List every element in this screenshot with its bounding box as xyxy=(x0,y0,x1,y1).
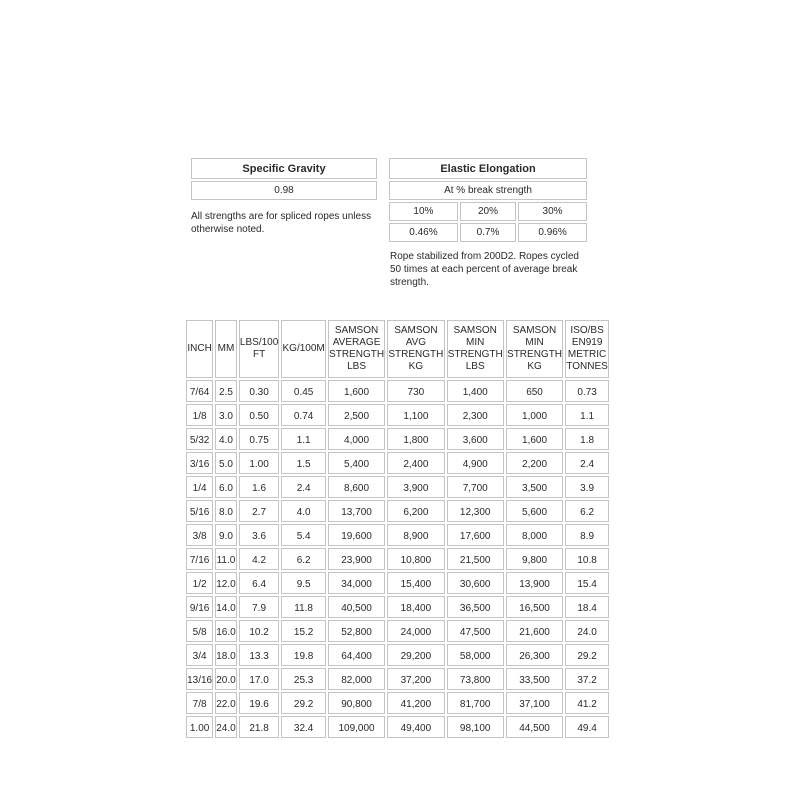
table-cell: 23,900 xyxy=(328,548,385,570)
table-cell: 9/16 xyxy=(186,596,213,618)
percent-value: 0.46% xyxy=(389,223,458,242)
table-cell: 47,500 xyxy=(447,620,504,642)
elastic-elongation-header: Elastic Elongation xyxy=(389,158,587,179)
elastic-elongation-table xyxy=(387,156,589,244)
table-cell: 1.8 xyxy=(565,428,609,450)
table-cell: 1,600 xyxy=(328,380,385,402)
table-cell: 2,500 xyxy=(328,404,385,426)
table-cell: 7/8 xyxy=(186,692,213,714)
table-cell: 37.2 xyxy=(565,668,609,690)
table-cell: 15.2 xyxy=(281,620,326,642)
table-cell: 24.0 xyxy=(215,716,237,738)
table-cell: 9.5 xyxy=(281,572,326,594)
table-cell: 30,600 xyxy=(447,572,504,594)
table-cell: 19.8 xyxy=(281,644,326,666)
table-cell: 9,800 xyxy=(506,548,563,570)
table-cell: 4,000 xyxy=(328,428,385,450)
table-cell: 0.74 xyxy=(281,404,326,426)
table-cell: 8.0 xyxy=(215,500,237,522)
table-cell: 25.3 xyxy=(281,668,326,690)
table-cell: 1,800 xyxy=(387,428,444,450)
table-cell: 8.9 xyxy=(565,524,609,546)
table-row xyxy=(186,572,609,594)
table-cell: 44,500 xyxy=(506,716,563,738)
table-cell: 49.4 xyxy=(565,716,609,738)
table-cell: 20.0 xyxy=(215,668,237,690)
table-cell: 37,100 xyxy=(506,692,563,714)
table-cell: 6.2 xyxy=(565,500,609,522)
table-cell: 7,700 xyxy=(447,476,504,498)
table-cell: 41,200 xyxy=(387,692,444,714)
specific-gravity-table xyxy=(189,156,379,202)
table-cell: 41.2 xyxy=(565,692,609,714)
table-cell: 26,300 xyxy=(506,644,563,666)
table-cell: 5/16 xyxy=(186,500,213,522)
table-cell: 5/32 xyxy=(186,428,213,450)
column-header: KG/100M xyxy=(281,320,326,378)
table-cell: 0.50 xyxy=(239,404,280,426)
table-row xyxy=(186,380,609,402)
table-cell: 58,000 xyxy=(447,644,504,666)
table-cell: 3.9 xyxy=(565,476,609,498)
table-cell: 0.73 xyxy=(565,380,609,402)
percent-label: 30% xyxy=(518,202,587,221)
table-cell: 36,500 xyxy=(447,596,504,618)
table-cell: 21,500 xyxy=(447,548,504,570)
table-cell: 6.0 xyxy=(215,476,237,498)
elongation-note: Rope stabilized from 200D2. Ropes cycled 50 times at each percent of average break strength. xyxy=(390,251,579,288)
table-cell: 10.2 xyxy=(239,620,280,642)
table-row xyxy=(186,596,609,618)
percent-value: 0.7% xyxy=(460,223,516,242)
table-cell: 21.8 xyxy=(239,716,280,738)
table-cell: 22.0 xyxy=(215,692,237,714)
table-cell: 29,200 xyxy=(387,644,444,666)
table-cell: 10.8 xyxy=(565,548,609,570)
percent-label: 20% xyxy=(460,202,516,221)
table-cell: 1,600 xyxy=(506,428,563,450)
table-row xyxy=(186,524,609,546)
table-cell: 33,500 xyxy=(506,668,563,690)
table-cell: 17.0 xyxy=(239,668,280,690)
column-header: LBS/100 FT xyxy=(239,320,280,378)
table-cell: 2.4 xyxy=(281,476,326,498)
column-header: MM xyxy=(215,320,237,378)
table-cell: 15.4 xyxy=(565,572,609,594)
table-cell: 109,000 xyxy=(328,716,385,738)
strength-note: All strengths are for spliced ropes unless otherwise noted. xyxy=(191,211,372,235)
table-cell: 98,100 xyxy=(447,716,504,738)
table-cell: 16,500 xyxy=(506,596,563,618)
table-cell: 2.7 xyxy=(239,500,280,522)
table-row xyxy=(186,476,609,498)
table-cell: 64,400 xyxy=(328,644,385,666)
table-row xyxy=(186,548,609,570)
table-row xyxy=(186,428,609,450)
table-cell: 3,900 xyxy=(387,476,444,498)
table-cell: 12,300 xyxy=(447,500,504,522)
table-cell: 19.6 xyxy=(239,692,280,714)
table-cell: 4.0 xyxy=(281,500,326,522)
table-row xyxy=(186,644,609,666)
table-cell: 13/16 xyxy=(186,668,213,690)
table-cell: 29.2 xyxy=(565,644,609,666)
table-cell: 8,000 xyxy=(506,524,563,546)
table-cell: 1/8 xyxy=(186,404,213,426)
table-row xyxy=(186,452,609,474)
table-cell: 1.1 xyxy=(565,404,609,426)
table-cell: 17,600 xyxy=(447,524,504,546)
table-cell: 3/8 xyxy=(186,524,213,546)
table-cell: 7/64 xyxy=(186,380,213,402)
table-cell: 3/4 xyxy=(186,644,213,666)
table-cell: 8,900 xyxy=(387,524,444,546)
table-cell: 1/2 xyxy=(186,572,213,594)
table-cell: 5/8 xyxy=(186,620,213,642)
table-cell: 18,400 xyxy=(387,596,444,618)
table-cell: 1.00 xyxy=(186,716,213,738)
table-cell: 5.4 xyxy=(281,524,326,546)
table-cell: 11.8 xyxy=(281,596,326,618)
table-cell: 18.4 xyxy=(565,596,609,618)
table-cell: 3,500 xyxy=(506,476,563,498)
table-cell: 2,200 xyxy=(506,452,563,474)
column-header: SAMSON MIN STRENGTH LBS xyxy=(447,320,504,378)
table-cell: 12.0 xyxy=(215,572,237,594)
table-row xyxy=(186,692,609,714)
table-cell: 3/16 xyxy=(186,452,213,474)
table-cell: 24,000 xyxy=(387,620,444,642)
table-cell: 4.0 xyxy=(215,428,237,450)
table-header-row xyxy=(186,320,609,378)
table-cell: 19,600 xyxy=(328,524,385,546)
table-cell: 730 xyxy=(387,380,444,402)
table-row xyxy=(186,620,609,642)
table-cell: 0.45 xyxy=(281,380,326,402)
table-cell: 6.4 xyxy=(239,572,280,594)
table-cell: 2.5 xyxy=(215,380,237,402)
table-cell: 1,100 xyxy=(387,404,444,426)
table-cell: 1,000 xyxy=(506,404,563,426)
table-cell: 2,300 xyxy=(447,404,504,426)
column-header: SAMSON AVG STRENGTH KG xyxy=(387,320,444,378)
table-cell: 3,600 xyxy=(447,428,504,450)
specific-gravity-header: Specific Gravity xyxy=(191,158,377,179)
table-cell: 3.6 xyxy=(239,524,280,546)
table-cell: 5,600 xyxy=(506,500,563,522)
table-cell: 6.2 xyxy=(281,548,326,570)
table-cell: 9.0 xyxy=(215,524,237,546)
table-cell: 8,600 xyxy=(328,476,385,498)
table-cell: 1,400 xyxy=(447,380,504,402)
table-cell: 18.0 xyxy=(215,644,237,666)
table-cell: 4,900 xyxy=(447,452,504,474)
table-cell: 73,800 xyxy=(447,668,504,690)
table-cell: 13,700 xyxy=(328,500,385,522)
table-cell: 16.0 xyxy=(215,620,237,642)
table-cell: 0.30 xyxy=(239,380,280,402)
table-cell: 1.6 xyxy=(239,476,280,498)
table-cell: 1.5 xyxy=(281,452,326,474)
table-cell: 24.0 xyxy=(565,620,609,642)
table-cell: 13,900 xyxy=(506,572,563,594)
table-cell: 0.75 xyxy=(239,428,280,450)
table-cell: 14.0 xyxy=(215,596,237,618)
table-cell: 650 xyxy=(506,380,563,402)
elastic-elongation-subheader: At % break strength xyxy=(389,181,587,200)
table-cell: 4.2 xyxy=(239,548,280,570)
table-cell: 32.4 xyxy=(281,716,326,738)
table-cell: 10,800 xyxy=(387,548,444,570)
table-cell: 82,000 xyxy=(328,668,385,690)
table-cell: 7/16 xyxy=(186,548,213,570)
rope-strength-table xyxy=(184,318,611,740)
table-cell: 6,200 xyxy=(387,500,444,522)
table-cell: 1.00 xyxy=(239,452,280,474)
table-cell: 49,400 xyxy=(387,716,444,738)
table-row xyxy=(186,668,609,690)
table-cell: 5.0 xyxy=(215,452,237,474)
table-cell: 2.4 xyxy=(565,452,609,474)
table-row xyxy=(186,500,609,522)
table-cell: 21,600 xyxy=(506,620,563,642)
table-row xyxy=(186,716,609,738)
table-cell: 37,200 xyxy=(387,668,444,690)
table-cell: 5,400 xyxy=(328,452,385,474)
table-cell: 29.2 xyxy=(281,692,326,714)
table-cell: 40,500 xyxy=(328,596,385,618)
column-header: INCH xyxy=(186,320,213,378)
table-cell: 11.0 xyxy=(215,548,237,570)
column-header: SAMSON AVERAGE STRENGTH LBS xyxy=(328,320,385,378)
table-cell: 1.1 xyxy=(281,428,326,450)
percent-value: 0.96% xyxy=(518,223,587,242)
table-cell: 52,800 xyxy=(328,620,385,642)
percent-label: 10% xyxy=(389,202,458,221)
column-header: ISO/BS EN919 METRIC TONNES xyxy=(565,320,609,378)
table-row xyxy=(186,404,609,426)
table-cell: 34,000 xyxy=(328,572,385,594)
table-cell: 1/4 xyxy=(186,476,213,498)
table-cell: 7.9 xyxy=(239,596,280,618)
table-cell: 2,400 xyxy=(387,452,444,474)
table-cell: 90,800 xyxy=(328,692,385,714)
table-cell: 3.0 xyxy=(215,404,237,426)
table-cell: 15,400 xyxy=(387,572,444,594)
specific-gravity-value: 0.98 xyxy=(191,181,377,200)
table-cell: 81,700 xyxy=(447,692,504,714)
column-header: SAMSON MIN STRENGTH KG xyxy=(506,320,563,378)
table-cell: 13.3 xyxy=(239,644,280,666)
